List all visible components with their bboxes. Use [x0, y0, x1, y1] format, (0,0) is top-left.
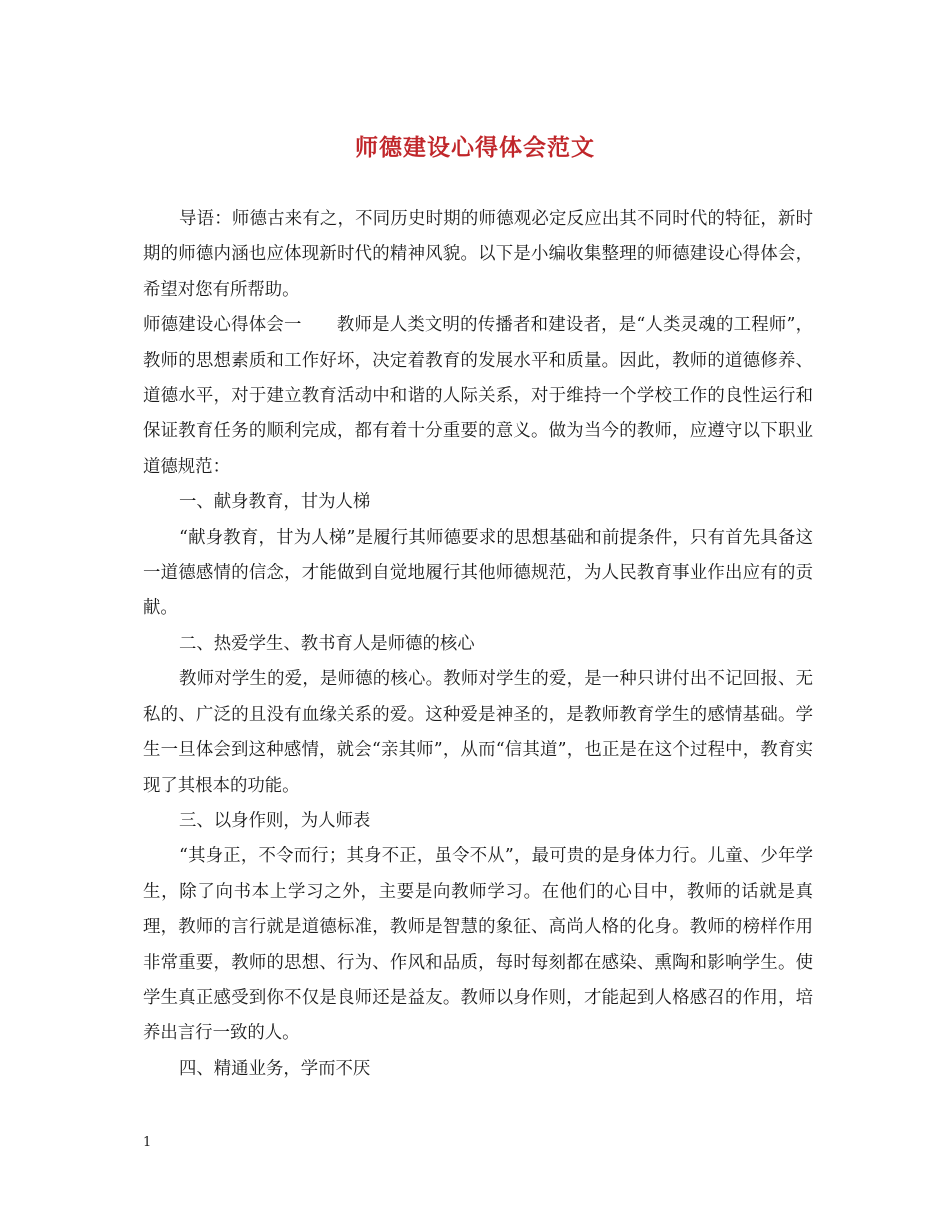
document-body: [143, 202, 813, 1087]
heading-love-students: 二、热爱学生、教书育人是师德的核心: [179, 633, 475, 654]
document-title: 师德建设心得体会范文: [355, 134, 595, 161]
heading-expertise: 四、精通业务，学而不厌: [179, 1058, 371, 1079]
page-number: 1: [143, 1135, 152, 1150]
heading-role-model: 三、以身作则，为人师表: [179, 810, 371, 831]
paragraph-love-students: 教师对学生的爱，是师德的核心。教师对学生的爱，是一种只讲付出不记回报、无私的、广泛的且没有血缘关系的爱。这种爱是神圣的，是教师教育学生的感情基础。学生一旦体会到这种感情，就会“亲其师”，从而“信其道”，也正是在这个过程中，教育实现了其根本的功能。: [143, 669, 813, 796]
paragraph-dedication: “献身教育，甘为人梯”是履行其师德要求的思想基础和前提条件，只有首先具备这一道德感情的信念，才能做到自觉地履行其他师德规范，为人民教育事业作出应有的贡献。: [143, 527, 813, 619]
paragraph-section-one: 师德建设心得体会一 教师是人类文明的传播者和建设者，是“人类灵魂的工程师”，教师的思想素质和工作好坏，决定着教育的发展水平和质量。因此，教师的道德修养、道德水平，对于建立教育活动中和谐的人际关系，对于维持一个学校工作的良性运行和保证教育任务的顺利完成，都有着十分重要的意义。做为当今的教师，应遵守以下职业道德规范：: [143, 315, 813, 477]
paragraph-intro: 导语：师德古来有之，不同历史时期的师德观必定反应出其不同时代的特征，新时期的师德内涵也应体现新时代的精神风貌。以下是小编收集整理的师德建设心得体会，希望对您有所帮助。: [143, 209, 813, 300]
heading-dedication: 一、献身教育，甘为人梯: [179, 492, 371, 513]
paragraph-role-model: “其身正，不令而行；其身不正，虽令不从”，最可贵的是身体力行。儿童、少年学生，除了向书本上学习之外，主要是向教师学习。在他们的心目中，教师的话就是真理，教师的言行就是道德标准，教师是智慧的象征、高尚人格的化身。教师的榜样作用非常重要，教师的思想、行为、作风和品质，每时每刻都在感染、熏陶和影响学生。使学生真正感受到你不仅是良师还是益友。教师以身作则，才能起到人格感召的作用，培养出言行一致的人。: [143, 846, 813, 1044]
